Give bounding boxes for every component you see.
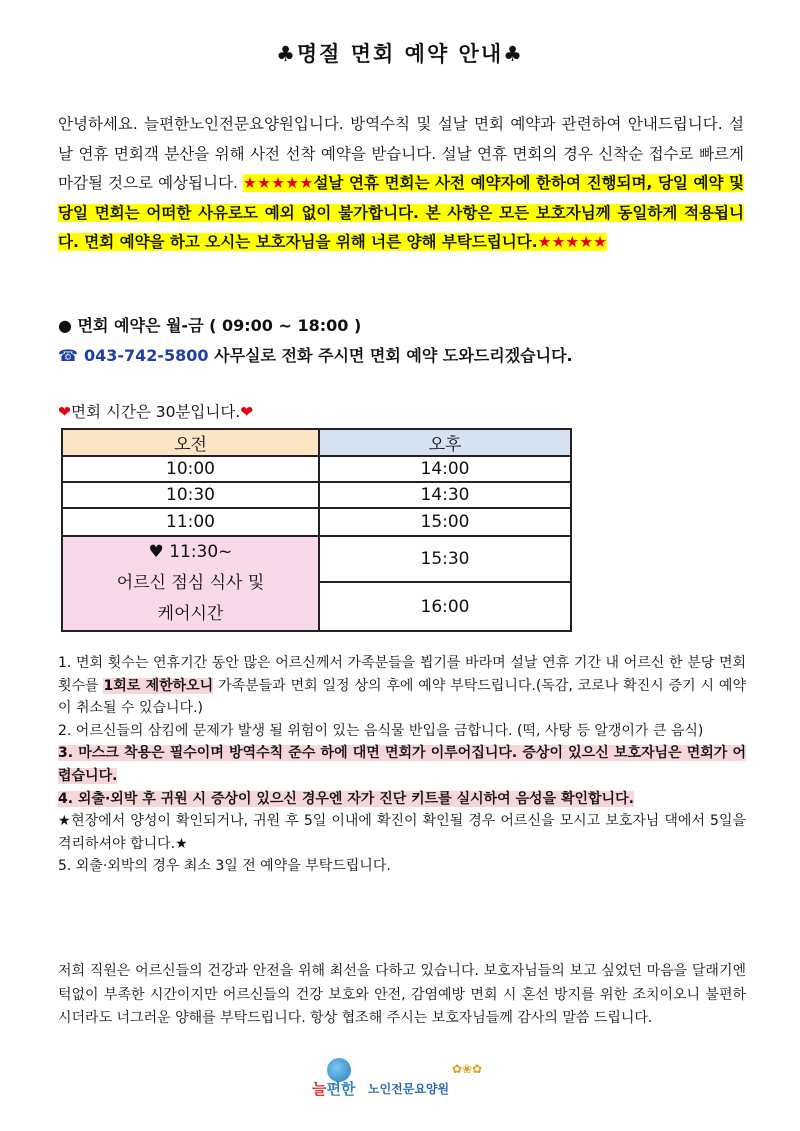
note-highlight: 1회로 제한하오니 [103,677,214,694]
am-header: 오전 [62,429,319,456]
facility-logo [312,1058,502,1102]
intro-text: 안녕하세요. 늘편한노인전문요양원입니다. 방역수칙 및 설날 면회 예약과 관련하여 안내드립니다. 설날 연휴 면회객 분산을 위해 사전 선착 예약을 받습니다. 설날 연휴 면회의 경우 신착순 접수로 빠르게 마감될 것으로 예상됩니다. [58,115,744,192]
note-highlight: 3. 마스크 착용은 필수이며 방역수칙 준수 하에 대면 면회가 이루어집니다. 증상이 있으신 보호자님은 면회가 어렵습니다. [58,745,746,784]
phone-number[interactable]: 043-742-5800 [83,346,209,365]
time-slot: 14:00 [319,456,571,482]
note-item: 5. 외출·외박의 경우 최소 3일 전 예약을 부탁드립니다. [58,858,391,875]
pm-header: 오후 [319,429,571,456]
heart-icon: ❤ [58,403,71,421]
bullet-icon: ● [58,316,72,335]
lunch-care-time [62,536,319,631]
intro-paragraph [58,110,744,258]
note-highlight: 4. 외출·외박 후 귀원 시 증상이 있으신 경우엔 자가 진단 키트를 실시하여 음성을 확인합니다. [58,790,634,807]
time-slot: 10:00 [62,456,319,482]
note-text: ★현장에서 양성이 확인되거나, 귀원 후 5일 이내에 확진이 확인될 경우 어르신을 모시고 보호자님 댁에서 5일을 격리하셔야 합니다.★ [58,813,746,852]
visit-duration-text: 면회 시간은 30분입니다. [71,403,241,421]
table-row [62,456,571,482]
table-row [62,536,571,582]
reservation-hours [58,313,361,336]
stars-start: ★★★★★ [243,174,314,192]
note-item: 2. 어르신들의 삼킴에 문제가 발생 될 위험이 있는 음식물 반입을 금합니다. (떡, 사탕 등 알갱이가 큰 음식) [58,722,704,739]
telephone-icon: ☎ [58,346,78,365]
logo-name-part: 늘 [312,1080,327,1098]
reservation-hours-text: 면회 예약은 월-금 ( 09:00 ~ 18:00 ) [77,316,362,335]
note-text: 1. 면회 횟수는 연휴기간 동안 많은 어르신께서 가족분들을 뵙기를 바라며 설날 연휴 기간 내 어르신 한 분당 면회 횟수를 [58,655,746,694]
lunch-line: ♥ 11:30~ [148,542,233,562]
contact-text: 사무실로 전화 주시면 면회 예약 도와드리겠습니다. [208,346,573,365]
stars-end: ★★★★★ [537,233,608,251]
time-slot: 15:00 [319,508,571,536]
notes-list [58,652,746,878]
time-slot: 16:00 [319,582,571,631]
flower-icon: ✿❀✿ [452,1062,483,1076]
visit-duration-note [58,400,253,422]
lunch-line: 케어시간 [157,604,224,624]
closing-paragraph: 저희 직원은 어르신들의 건강과 안전을 위해 최선을 다하고 있습니다. 보호자님들의 보고 싶었던 마음을 달래기엔 턱없이 부족한 시간이지만 어르신들의 건강 보호와 안전, 감염예방 면회 시 혼선 방지를 위한 조치이오니 불편하시더라도 너그러운 양해를 부탁드립니다. 항상 협조해 주시는 보호자님들께 감사의 말씀 드립니다. [58,963,746,1026]
lunch-line: 어르신 점심 식사 및 [116,573,265,593]
logo-name-part: 편한 [326,1080,356,1098]
time-slot: 11:00 [62,508,319,536]
intro-highlight: 설날 연휴 면회는 사전 예약자에 한하여 진행되며, 당일 예약 및 당일 면회는 어떠한 사유로도 예외 없이 불가합니다. 본 사항은 모든 보호자님께 동일하게 적용됩니다. 면회 예약을 하고 오시는 보호자님을 위해 너른 양해 부탁드립니다. [58,174,744,251]
logo-name [312,1078,355,1099]
heart-icon: ❤ [240,403,254,421]
page-title: ♣명절 면회 예약 안내♣ [276,42,524,66]
note-item [58,788,746,856]
time-slot: 15:30 [319,536,571,582]
note-item [58,652,746,720]
logo-subtitle: 노인전문요양원 [368,1082,450,1096]
note-text: 가족분들과 면회 일정 상의 후에 예약 부탁드립니다.(독감, 코로나 확진시 증기 시 예약이 취소될 수 있습니다.) [58,677,746,717]
note-item [58,742,746,787]
contact-line [58,343,573,366]
table-row [62,508,571,536]
time-slot: 14:30 [319,482,571,508]
table-row [62,482,571,508]
visit-schedule-table [61,428,572,632]
table-header-row [62,429,571,456]
time-slot: 10:30 [62,482,319,508]
